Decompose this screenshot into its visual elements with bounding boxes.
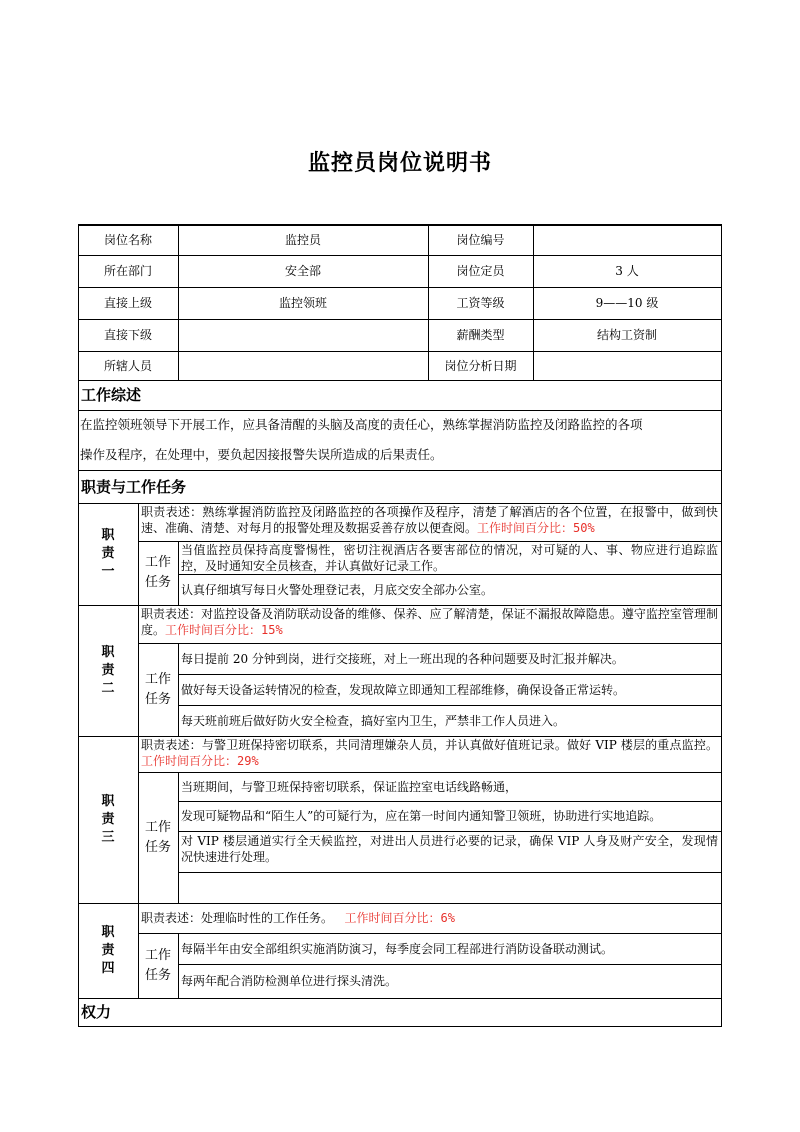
duty-3-task-4 bbox=[178, 872, 721, 903]
department-label: 所在部门 bbox=[103, 264, 152, 278]
duty-2-task-1: 每日提前 20 分钟到岗，进行交接班，对上一班出现的各种问题要及时汇报并解决。 bbox=[181, 651, 624, 666]
duty-2-description: 职责表述：对监控设备及消防联动设备的维修、保养、应了解清楚，保证不漏报故障隐患。遵守监控室管理制度。工作时间百分比：15% bbox=[141, 607, 718, 637]
duty-4-time-percent: 工作时间百分比：6% bbox=[344, 911, 455, 925]
duty-1-description: 职责表述：熟练掌握消防监控及闭路监控的各项操作及程序，清楚了解酒店的各个位置，在报警中，做到快速、准确、清楚、对每月的报警处理及数据妥善存放以便查阅。工作时间百分比：50% bbox=[141, 505, 718, 535]
duty-2-time-percent: 工作时间百分比：15% bbox=[165, 623, 283, 637]
position-code-value bbox=[533, 224, 721, 255]
headcount-label: 岗位定员 bbox=[456, 264, 505, 278]
analysis-date-label: 岗位分析日期 bbox=[444, 358, 517, 373]
duty-2-task-2: 做好每天设备运转情况的检查，发现故障立即通知工程部维修，确保设备正常运转。 bbox=[181, 682, 626, 697]
duty-2-task-3: 每天班前班后做好防火安全检查，搞好室内卫生，严禁非工作人员进入。 bbox=[181, 713, 566, 728]
subordinate-value bbox=[178, 319, 428, 351]
analysis-date-value bbox=[533, 351, 721, 380]
supervisor-value: 监控领班 bbox=[278, 296, 327, 310]
staff-value bbox=[178, 351, 428, 380]
salary-grade-label: 工资等级 bbox=[456, 296, 505, 310]
duty-3-description: 职责表述：与警卫班保持密切联系，共同清理嫌杂人员，并认真做好值班记录。做好 VIP 楼层的重点监控。工作时间百分比：29% bbox=[141, 738, 718, 768]
power-heading: 权力 bbox=[81, 1003, 112, 1021]
position-code-label: 岗位编号 bbox=[456, 232, 505, 247]
department-value: 安全部 bbox=[284, 264, 321, 278]
duty-1-task-1: 当值监控员保持高度警惕性，密切注视酒店各要害部位的情况，对可疑的人、事、物应进行追踪监控，及时通知安全员核查，并认真做好记录工作。 bbox=[181, 543, 718, 573]
position-name-label: 岗位名称 bbox=[103, 232, 152, 247]
duty-4-task-label: 工作 任务 bbox=[144, 947, 171, 983]
duty-1-time-percent: 工作时间百分比：50% bbox=[477, 521, 595, 535]
staff-label: 所辖人员 bbox=[103, 358, 152, 373]
supervisor-label: 直接上级 bbox=[103, 296, 152, 310]
summary-line-1: 在监控领班领导下开展工作，应具备清醒的头脑及高度的责任心，熟练掌握消防监控及闭路监控的各项 bbox=[80, 417, 643, 432]
duty-3-time-percent: 工作时间百分比：29% bbox=[141, 754, 259, 768]
duty-4-description: 职责表述：处理临时性的工作任务。 工作时间百分比：6% bbox=[141, 911, 455, 925]
duty-3-task-1: 当班期间，与警卫班保持密切联系，保证监控室电话线路畅通， bbox=[181, 779, 518, 794]
duty-1-task-2: 认真仔细填写每日火警处理登记表，月底交安全部办公室。 bbox=[181, 582, 494, 597]
duty-3-task-2: 发现可疑物品和“陌生人”的可疑行为，应在第一时间内通知警卫领班，协助进行实地追踪。 bbox=[181, 809, 662, 823]
duty-1-task-label: 工作 任务 bbox=[144, 555, 171, 590]
pay-type-value: 结构工资制 bbox=[596, 328, 657, 342]
duty-3-task-label: 工作 任务 bbox=[144, 819, 171, 855]
duty-3-task-3: 对 VIP 楼层通道实行全天候监控，对进出人员进行必要的记录，确保 VIP 人身及财产安全，发现情况快速进行处理。 bbox=[181, 834, 718, 864]
pay-type-label: 薪酬类型 bbox=[456, 328, 505, 342]
position-name-value: 监控员 bbox=[284, 232, 321, 247]
duty-4-label: 职 责 四 bbox=[101, 924, 115, 976]
summary-heading: 工作综述 bbox=[81, 386, 142, 404]
duty-4-task-1: 每隔半年由安全部组织实施消防演习，每季度会同工程部进行消防设备联动测试。 bbox=[181, 941, 614, 956]
salary-grade-value: 9——10 级 bbox=[595, 296, 659, 310]
page-title: 监控员岗位说明书 bbox=[307, 151, 492, 176]
duty-4-task-2: 每两年配合消防检测单位进行探头清洗。 bbox=[181, 974, 398, 988]
job-description-form bbox=[78, 224, 721, 1026]
duty-2-label: 职 责 二 bbox=[101, 644, 115, 696]
duty-1-label: 职 责 一 bbox=[101, 528, 115, 579]
subordinate-label: 直接下级 bbox=[103, 328, 152, 342]
duty-3-label: 职 责 三 bbox=[101, 793, 115, 845]
duty-2-task-label: 工作 任务 bbox=[144, 671, 171, 707]
headcount-value: 3 人 bbox=[615, 264, 639, 278]
duties-heading: 职责与工作任务 bbox=[81, 477, 187, 496]
summary-line-2: 操作及程序，在处理中，要负起因接报警失误所造成的后果责任。 bbox=[80, 447, 443, 462]
